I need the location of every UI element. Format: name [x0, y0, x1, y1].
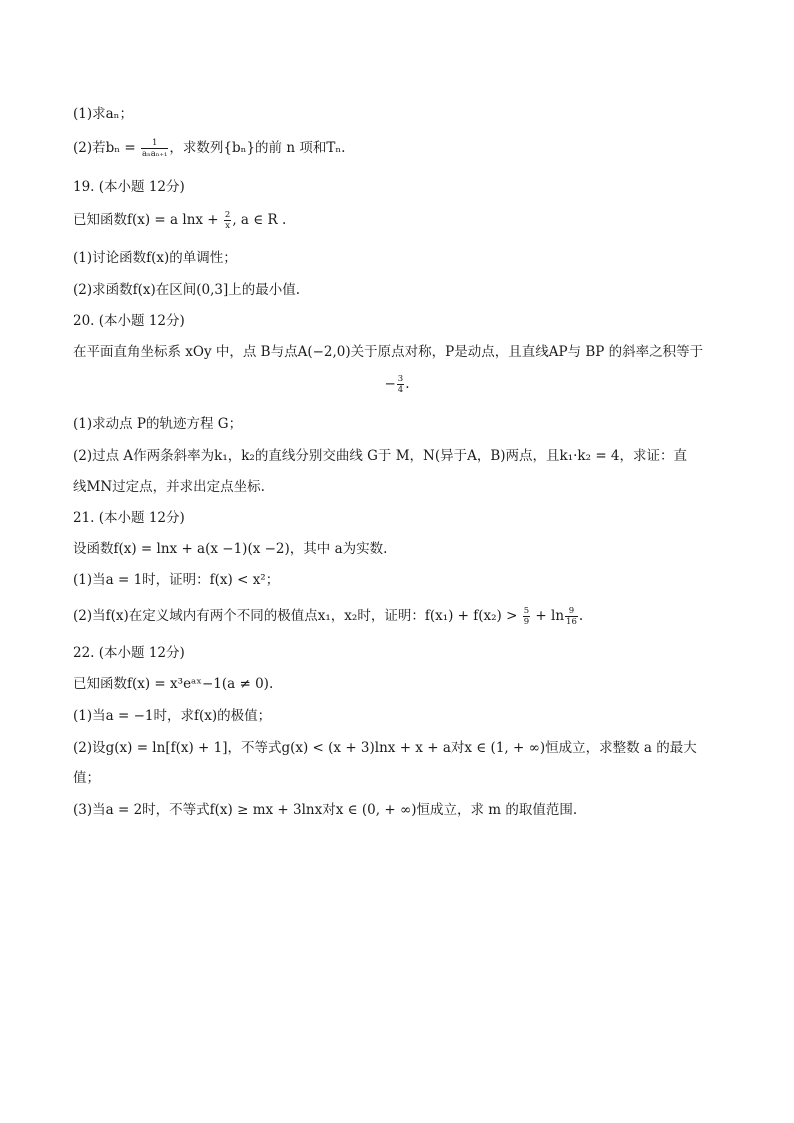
fraction-denominator: aₙaₙ₊₁ [142, 149, 168, 159]
q18-part2 [73, 138, 723, 159]
q21-stem: 设函数f(x) = lnx + a(x −1)(x −2)，其中 a为实数. [73, 541, 388, 557]
fraction-numerator: 3 [397, 374, 404, 384]
fraction-9-over-16 [565, 606, 578, 627]
fraction-2-over-x [224, 210, 231, 231]
q19-part2: (2)求函数f(x)在区间(0,3]上的最小值. [73, 282, 301, 298]
q21-part2-text-b: . [578, 608, 584, 624]
q22-stem: 已知函数f(x) = x³eᵃˣ−1(a ≠ 0). [73, 676, 274, 692]
q21-heading: 21. (本小题 12分) [73, 510, 185, 526]
q21-part2-text-a: (2)当f(x)在定义域内有两个不同的极值点x₁，x₂时，证明：f(x₁) + f(x₂) > [73, 608, 522, 624]
q20-part2: (2)过点 A作两条斜率为k₁，k₂的直线分别交曲线 G于 M，N(异于A，B)两点，且k₁·k₂ = 4，求证：直 [73, 448, 688, 464]
q20-stem: 在平面直角坐标系 xOy 中，点 B与点A(−2,0)关于原点对称，P是动点，且直线AP与 BP 的斜率之积等于 [73, 344, 704, 360]
q19-stem-text-a: 已知函数f(x) = a lnx + [73, 212, 223, 228]
minus-sign: − [384, 376, 396, 392]
q22-part2-continued: 值； [73, 770, 100, 786]
q18-part2-text-a: (2)若bₙ = [73, 140, 140, 156]
q21-part2 [73, 606, 723, 627]
q20-heading: 20. (本小题 12分) [73, 313, 185, 329]
q21-part1: (1)当a = 1时，证明：f(x) < x²； [73, 572, 280, 588]
fraction-5-over-9 [523, 606, 530, 627]
fraction-denominator: 4 [397, 385, 404, 395]
q22-heading: 22. (本小题 12分) [73, 645, 185, 661]
fraction-numerator: 1 [141, 138, 168, 149]
fraction-numerator: 9 [565, 606, 578, 617]
fraction-denominator: 9 [523, 617, 530, 627]
q20-part2-continued: 线MN过定点，并求出定点坐标. [73, 479, 265, 495]
q22-part1: (1)当a = −1时，求f(x)的极值； [73, 708, 272, 724]
fraction-1-over-anan1 [141, 138, 168, 159]
fraction-denominator: x [225, 221, 231, 231]
q22-part3: (3)当a = 2时，不等式f(x) ≥ mx + 3lnx对x ∈ (0, + ∞)恒成立，求 m 的取值范围. [73, 802, 578, 818]
q22-part2: (2)设g(x) = ln[f(x) + 1]，不等式g(x) < (x + 3)lnx + x + a对x ∈ (1, + ∞)恒成立，求整数 a 的最大 [73, 740, 697, 756]
period: . [405, 376, 410, 392]
q18-part2-text-b: ，求数列{bₙ}的前 n 项和Tₙ. [169, 140, 346, 156]
fraction-3-over-4 [397, 374, 404, 395]
fraction-numerator: 5 [523, 606, 530, 616]
q19-stem-text-b: , a ∈ R . [232, 212, 287, 228]
fraction-denominator: 16 [566, 617, 577, 627]
q18-part1: (1)求aₙ； [73, 106, 134, 122]
q19-stem [73, 210, 723, 231]
q19-heading: 19. (本小题 12分) [73, 179, 185, 195]
q20-part1: (1)求动点 P的轨迹方程 G； [73, 416, 243, 432]
q19-part1: (1)讨论函数f(x)的单调性； [73, 250, 237, 266]
q21-part2-text-mid: + ln [531, 608, 565, 624]
fraction-numerator: 2 [224, 210, 231, 220]
q20-stem-fraction-line [0, 374, 794, 395]
